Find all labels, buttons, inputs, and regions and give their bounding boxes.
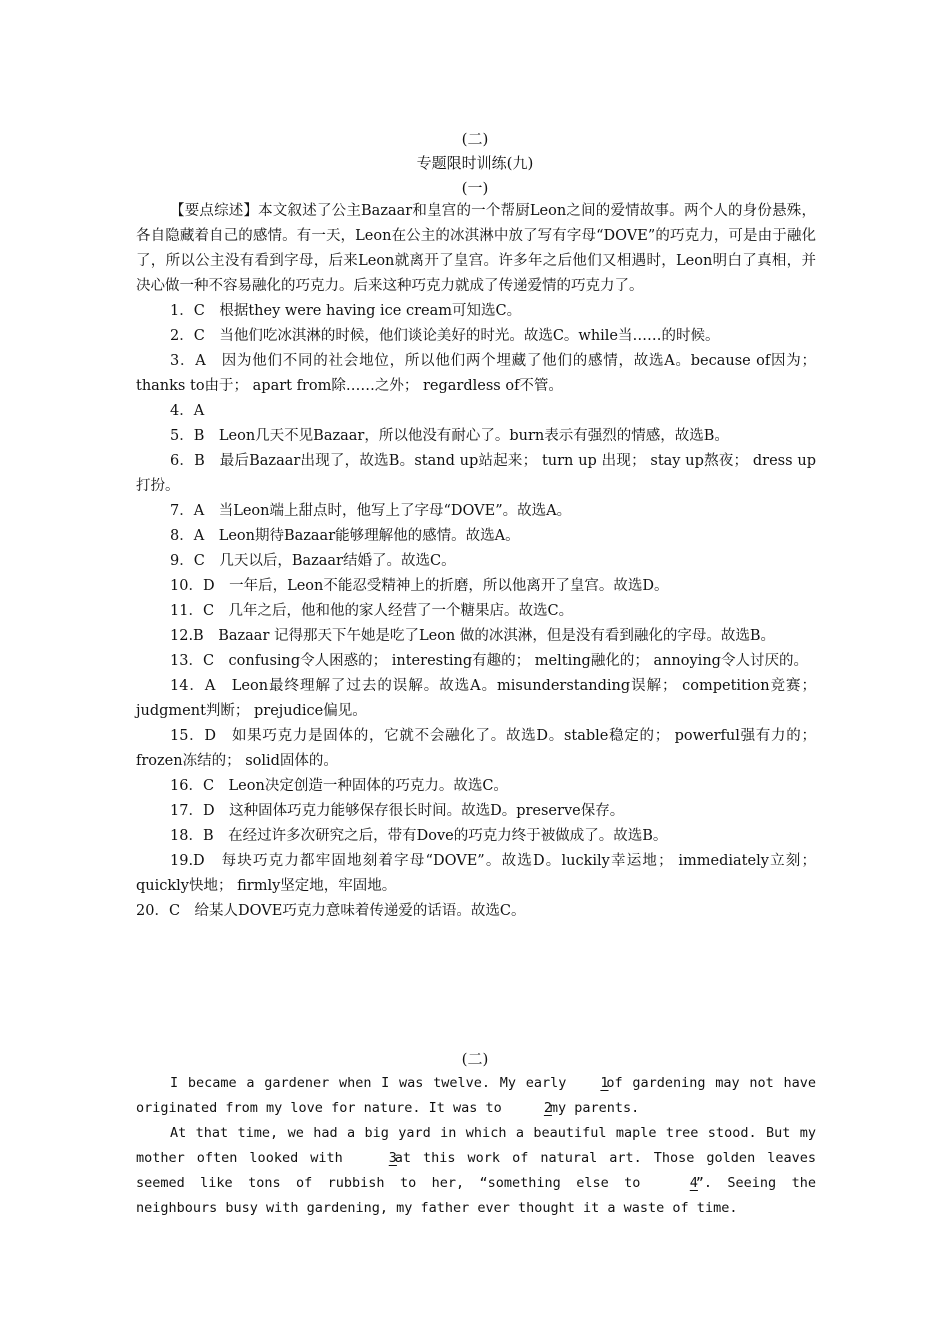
cloze-blank: 2: [543, 1100, 553, 1116]
answer-item: 2．C 当他们吃冰淇淋的时候，他们谈论美好的时光。故选C。while当……的时候。: [170, 328, 720, 344]
cloze-passage: [136, 1071, 816, 1221]
passage-text: my parents.: [549, 1100, 640, 1116]
answer-section: [136, 199, 816, 924]
answer-item: 7．A 当Leon端上甜点时，他写上了字母“DOVE”。故选A。: [170, 503, 572, 519]
section-marker: (二): [461, 130, 489, 148]
answer-item: 5．B Leon几天不见Bazaar，所以他没有耐心了。burn表示有强烈的情感，故选B。: [170, 428, 729, 444]
page-title: 专题限时训练(九): [416, 154, 534, 172]
answer-list: [136, 299, 816, 924]
passage-text: ”. Seeing the neighbours busy with gardening, my father ever thought it a waste of time.: [136, 1175, 816, 1216]
cloze-paragraph: [136, 1121, 816, 1221]
cloze-paragraph: [136, 1071, 816, 1121]
answer-item: 15．D 如果巧克力是固体的，它就不会融化了。故选D。stable稳定的； powerful强有力的； frozen冻结的； solid固体的。: [136, 728, 816, 769]
answer-item: 14．A Leon最终理解了过去的误解。故选A。misunderstanding误解； competition竞赛； judgment判断； prejudice偏见。: [136, 678, 816, 719]
answer-item: 17．D 这种固体巧克力能够保存很长时间。故选D。preserve保存。: [170, 803, 625, 819]
passage-text: of gardening may not have originated from my love for nature. It was to: [136, 1075, 816, 1116]
answer-item: 11．C 几年之后，他和他的家人经营了一个糖果店。故选C。: [170, 603, 574, 619]
answer-item: 6．B 最后Bazaar出现了，故选B。stand up站起来； turn up 出现； stay up熬夜； dress up打扮。: [136, 453, 816, 494]
cloze-blank: 4: [689, 1175, 698, 1191]
answer-item: 9．C 几天以后，Bazaar结婚了。故选C。: [170, 553, 456, 569]
answer-item: 18．B 在经过许多次研究之后，带有Dove的巧克力终于被做成了。故选B。: [170, 828, 668, 844]
cloze-blank: 1: [600, 1075, 609, 1091]
answer-item: 19.D 每块巧克力都牢固地刻着字母“DOVE”。故选D。luckily幸运地； immediately立刻； quickly快地； firmly坚定地，牢固地。: [136, 853, 816, 894]
summary-paragraph: 【要点综述】本文叙述了公主Bazaar和皇宫的一个帮厨Leon之间的爱情故事。两个人的身份悬殊，各自隐藏着自己的感情。有一天，Leon在公主的冰淇淋中放了写有字母“DOVE”的巧克力，可是由于融化了，所以公主没有看到字母，后来Leon就离开了皇宫。许多年之后他们又相遇时，Leon明白了真相，并决心做一种不容易融化的巧克力。后来这种巧克力就成了传递爱情的巧克力了。: [136, 203, 816, 294]
passage-text: at this work of natural art. Those golden leaves seemed like tons of rubbish to her, “something else to: [136, 1150, 816, 1191]
answer-item: 16．C Leon决定创造一种固体的巧克力。故选C。: [170, 778, 508, 794]
passage-text: I became a gardener when I was twelve. My early: [170, 1075, 567, 1091]
answer-item: 1．C 根据they were having ice cream可知选C。: [170, 303, 522, 319]
answer-item: 12.B Bazaar 记得那天下午她是吃了Leon 做的冰淇淋，但是没有看到融化的字母。故选B。: [170, 628, 776, 644]
answer-item: 8．A Leon期待Bazaar能够理解他的感情。故选A。: [170, 528, 520, 544]
passage-text: At that time, we had a big yard in which a beautiful maple tree stood. But my mother often looked with: [136, 1125, 816, 1166]
cloze-blank: 3: [388, 1150, 397, 1166]
answer-item: 4．A: [170, 403, 205, 419]
answer-item: 13．C confusing令人困惑的； interesting有趣的； melting融化的； annoying令人讨厌的。: [170, 653, 808, 669]
answer-item: 20．C 给某人DOVE巧克力意味着传递爱的话语。故选C。: [136, 903, 526, 919]
part-one-marker: (一): [461, 179, 489, 197]
answer-item: 3．A 因为他们不同的社会地位，所以他们两个埋藏了他们的感情，故选A。because of因为； thanks to由于； apart from除……之外； regardless of不管。: [136, 353, 816, 394]
answer-item: 10．D 一年后，Leon不能忍受精神上的折磨，所以他离开了皇宫。故选D。: [170, 578, 669, 594]
part-two-marker: (二): [461, 1050, 489, 1068]
